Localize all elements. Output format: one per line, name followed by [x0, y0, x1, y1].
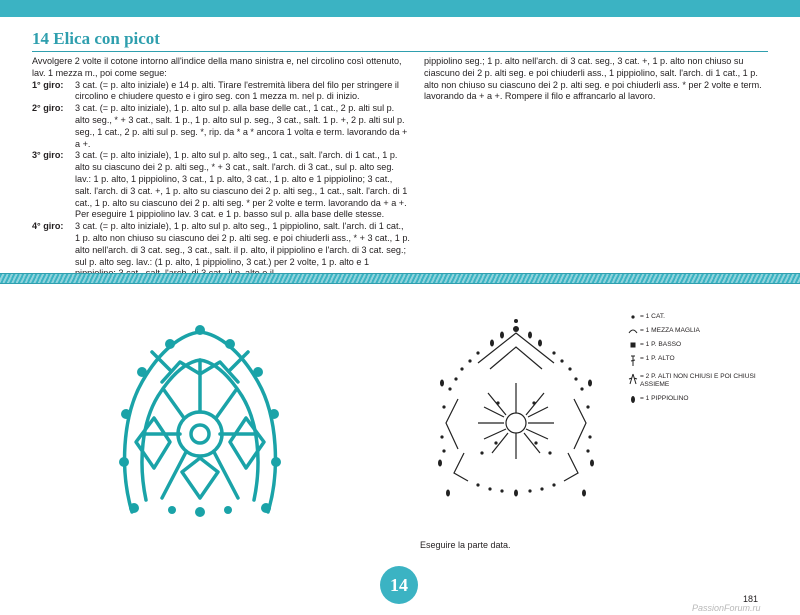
legend-item-slip-stitch	[626, 327, 776, 335]
legend-item-chain	[626, 313, 776, 321]
round-1	[32, 80, 410, 104]
round-text: 3 cat. (= p. alto iniziale), 1 p. alto sul p. alto seg., 1 cat., salt. l'arch. di 1 cat., 1 p. alto su ciascuno dei 2 p. alti seg., * + 3 cat., salt. l'arch. di 3 cat., sul p. alto seg. lav.: 1 p. alto, 1 pippiolino, 3 cat., 1 p. alto, 3 cat., 1 p. alto e 1 pippiolino; 3 cat., salt. l'arch. di 3 cat. +, 1 p. alto su ciascuno dei 2 p. alti seg., 1 cat., salt. l'arch. di 1 cat., 1 p. alto su ciascuno dei 2 p. alti seg. * per 2 volte e term. lavorando da + a +.	[75, 150, 408, 208]
picot-note: Per eseguire 1 pippiolino lav. 3 cat. e 1 p. basso sul p. alla base delle stesse.	[75, 209, 385, 220]
chart-caption: Eseguire la parte data.	[420, 540, 511, 550]
title-rule	[32, 51, 768, 52]
page-title: 14 Elica con picot	[32, 29, 160, 48]
decorative-divider	[0, 273, 800, 284]
round-label: 2° giro:	[32, 103, 64, 114]
round-text: 3 cat. (= p. alto iniziale) e 14 p. alti. Tirare l'estremità libera del filo per stringere il circolino e chiudere questo e i giro seg. con 1 mezza m. nel p. di inizio.	[75, 79, 399, 102]
picot-icon	[626, 395, 640, 404]
round-text: 3 cat. (= p. alto iniziale), 1 p. alto sul p. alto seg., 1 pippiolino, salt. l'arch. di 1 cat., 1 p. alto non chiuso su ciascuno dei 2 p. alti seg. e poi chiuderli ass., * + 3 cat., 1 p. alto nell'arch. di 3 cat. seg., 3 cat., salt. il p. alto, il pippiolino e l'arch. di 3 cat. seg.; sul p. alto seg. lav.: (1 p. alto, 1 pippiolino, 3 cat.) per 2 volte, 1 p. alto e 1	[75, 221, 410, 267]
chart-legend	[626, 313, 776, 410]
legend-item-cluster	[626, 373, 776, 389]
legend-label: = 1 MEZZA MAGLIA	[640, 327, 700, 334]
legend-item-single-crochet	[626, 341, 776, 349]
round-4	[32, 221, 410, 280]
crochet-motif-photo	[112, 322, 288, 518]
round-3	[32, 150, 410, 209]
crochet-chart	[418, 303, 618, 503]
round-label: 4° giro:	[32, 221, 64, 232]
legend-item-picot	[626, 395, 776, 404]
watermark: PassionForum.ru	[692, 603, 761, 613]
double-crochet-icon	[626, 355, 640, 367]
cluster-icon	[626, 373, 640, 385]
round-text: 3 cat. (= p. alto iniziale), 1 p. alto sul p. alla base delle cat., 1 cat., 2 p. alti sul p. alto seg., * + 3 cat., salt. 1 p., 1 p. alto sul p. seg., 3 cat., salt. 1 p. +, 2 p. alti sul p. seg., 1 cat., 2 p. alti sul p. seg. *, rip. da * a * ancora 1 volta e term. lavorando da + a +.	[75, 103, 408, 149]
legend-label: = 1 PIPPIOLINO	[640, 395, 689, 402]
instructions-left-column	[32, 56, 410, 280]
top-color-band	[0, 0, 800, 17]
intro-paragraph: Avvolgere 2 volte il cotone intorno all'indice della mano sinistra e, nel circolino così ottenuto, lav. 1 mezza m., poi come segue:	[32, 56, 402, 78]
slip-stitch-icon	[626, 327, 640, 335]
legend-label: = 1 P. ALTO	[640, 355, 675, 362]
legend-item-double-crochet	[626, 355, 776, 367]
legend-label: = 1 CAT.	[640, 313, 665, 320]
pattern-number-badge: 14	[380, 566, 418, 604]
round-label: 1° giro:	[32, 79, 64, 90]
continuation-paragraph: pippiolino seg.; 1 p. alto nell'arch. di 3 cat. seg., 3 cat. +, 1 p. alto non chiuso su ciascuno dei 2 p. alti seg. e poi chiuderli ass., 1 pippiolino, salt. l'arch. di 1 cat., 1 p. alto non chiuso su ciascuno dei 2 p. alti seg. e poi chiuderli ass. * per 2 volte e term. lavorando da + a +. Rompere il filo e affrancarlo al lavoro.	[424, 56, 762, 102]
instructions-right-column	[424, 56, 770, 103]
round-label: 3° giro:	[32, 150, 64, 161]
legend-label: = 1 P. BASSO	[640, 341, 682, 348]
legend-label: = 2 P. ALTI NON CHIUSI E POI CHIUSI ASSIEME	[640, 373, 756, 388]
square-single-crochet-icon	[626, 341, 640, 349]
round-2	[32, 103, 410, 150]
page-number: 181	[743, 594, 759, 604]
dot-chain-icon	[626, 313, 640, 321]
